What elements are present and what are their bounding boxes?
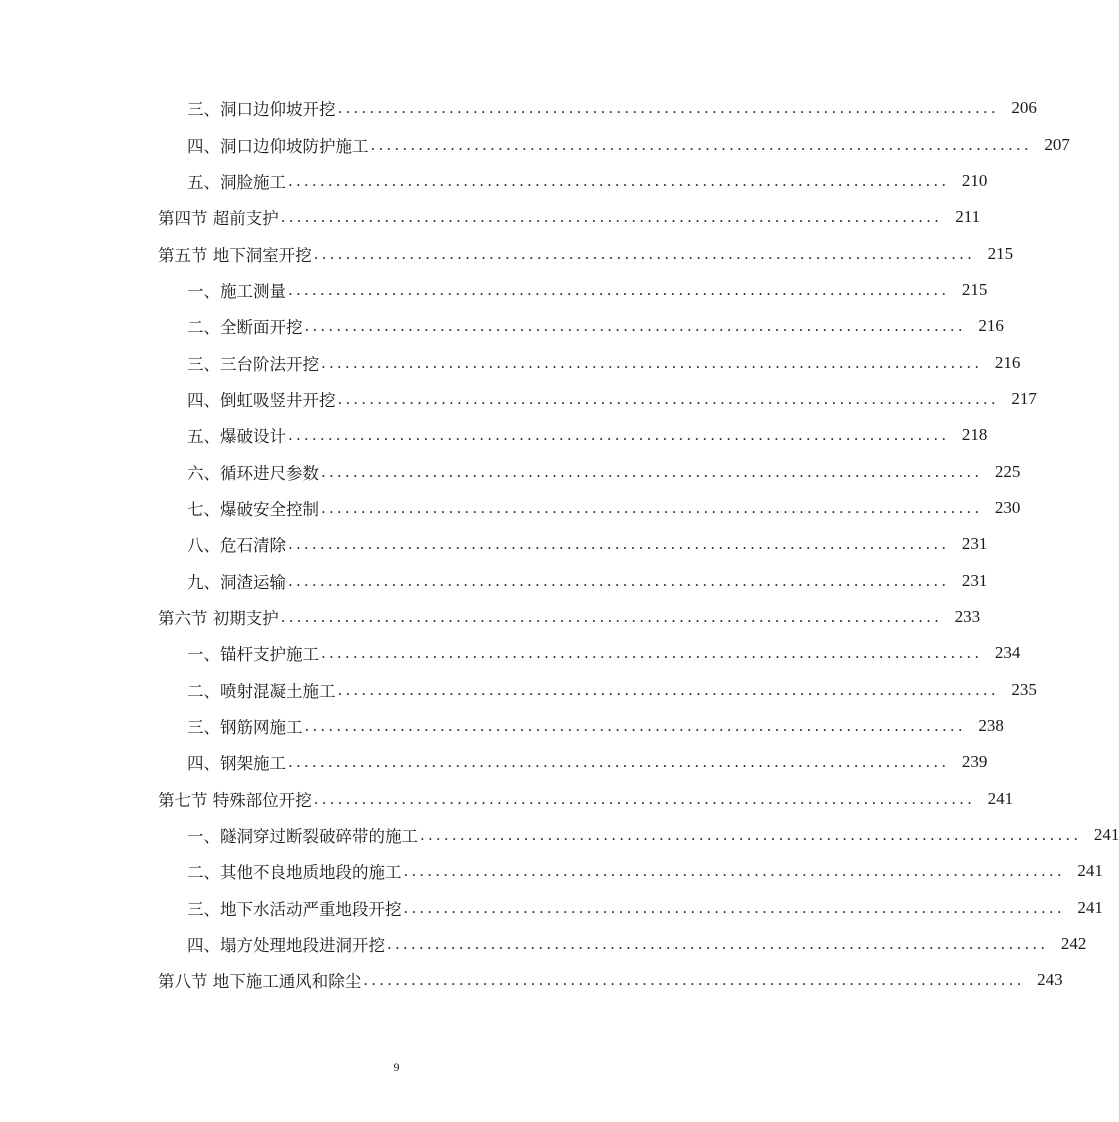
toc-entry-title: 三、洞口边仰坡开挖 — [187, 100, 336, 120]
toc-dot-leader: ................................................................................... — [288, 171, 950, 190]
toc-subsection-entry[interactable] — [0, 853, 1103, 889]
toc-subsection-entry[interactable] — [0, 926, 1087, 962]
toc-entry-page-number: 241 — [987, 788, 1014, 808]
toc-dot-leader: ................................................................................... — [363, 971, 1025, 990]
toc-dot-leader: ................................................................................... — [321, 498, 983, 517]
toc-entry-page-number: 241 — [1077, 861, 1103, 881]
toc-entry-title: 第七节 特殊部位开挖 — [158, 790, 312, 810]
toc-dot-leader: ................................................................................... — [288, 280, 950, 299]
toc-dot-leader: ................................................................................... — [387, 935, 1049, 954]
toc-dot-leader: ................................................................................... — [288, 426, 950, 445]
toc-entry-title: 第四节 超前支护 — [158, 209, 279, 229]
toc-dot-leader: ................................................................................... — [403, 898, 1065, 917]
toc-entry-page-number: 225 — [994, 461, 1021, 481]
toc-entry-title: 五、爆破设计 — [187, 427, 286, 447]
toc-entry-title: 一、施工测量 — [187, 281, 286, 301]
toc-entry-title: 三、地下水活动严重地段开挖 — [187, 899, 402, 919]
toc-entry-title: 三、三台阶法开挖 — [187, 354, 319, 374]
toc-entry-page-number: 218 — [961, 425, 988, 445]
toc-subsection-entry[interactable] — [0, 272, 988, 308]
toc-entry-page-number: 233 — [954, 606, 981, 626]
toc-entry-title: 三、钢筋网施工 — [187, 718, 303, 738]
toc-subsection-entry[interactable] — [0, 744, 988, 780]
toc-entry-page-number: 216 — [978, 316, 1004, 336]
toc-dot-leader: ................................................................................... — [313, 244, 976, 263]
toc-subsection-entry[interactable] — [0, 381, 1037, 417]
toc-dot-leader: ................................................................................... — [321, 462, 983, 481]
toc-subsection-entry[interactable] — [0, 817, 1119, 853]
toc-dot-leader: ................................................................................... — [403, 862, 1065, 881]
toc-subsection-entry[interactable] — [0, 635, 1021, 671]
toc-entry-page-number: 241 — [1093, 825, 1119, 845]
toc-dot-leader: ................................................................................... — [313, 789, 976, 808]
toc-entry-title: 四、洞口边仰坡防护施工 — [187, 136, 369, 156]
toc-dot-leader: ................................................................................... — [337, 99, 999, 118]
toc-entry-page-number: 239 — [961, 752, 988, 772]
toc-entry-page-number: 206 — [1011, 98, 1037, 118]
toc-section-entry[interactable] — [0, 235, 1014, 271]
toc-entry-title: 一、隧洞穿过断裂破碎带的施工 — [187, 827, 418, 847]
toc-entry-page-number: 215 — [961, 279, 988, 299]
toc-subsection-entry[interactable] — [0, 562, 988, 598]
toc-dot-leader: ................................................................................... — [288, 753, 950, 772]
toc-subsection-entry[interactable] — [0, 672, 1037, 708]
table-of-contents — [0, 90, 1119, 999]
toc-entry-page-number: 242 — [1060, 934, 1087, 954]
toc-entry-page-number: 231 — [961, 570, 988, 590]
toc-section-entry[interactable] — [0, 599, 981, 635]
toc-subsection-entry[interactable] — [0, 344, 1021, 380]
toc-dot-leader: ................................................................................... — [420, 826, 1082, 845]
toc-subsection-entry[interactable] — [0, 90, 1037, 126]
toc-entry-page-number: 217 — [1011, 388, 1037, 408]
toc-dot-leader: ................................................................................... — [337, 680, 999, 699]
toc-entry-page-number: 211 — [955, 207, 981, 227]
toc-entry-page-number: 235 — [1011, 679, 1037, 699]
toc-dot-leader: ................................................................................... — [280, 607, 943, 626]
toc-entry-page-number: 238 — [978, 716, 1004, 736]
toc-subsection-entry[interactable] — [0, 490, 1021, 526]
toc-entry-page-number: 241 — [1077, 897, 1103, 917]
toc-dot-leader: ................................................................................... — [321, 353, 983, 372]
toc-section-entry[interactable] — [0, 199, 981, 235]
toc-entry-title: 九、洞渣运输 — [187, 572, 286, 592]
toc-entry-title: 四、倒虹吸竖井开挖 — [187, 390, 336, 410]
toc-entry-title: 第六节 初期支护 — [158, 608, 279, 628]
toc-entry-title: 第五节 地下洞室开挖 — [158, 245, 312, 265]
toc-subsection-entry[interactable] — [0, 708, 1004, 744]
toc-dot-leader: ................................................................................... — [288, 535, 950, 554]
toc-entry-title: 二、全断面开挖 — [187, 318, 303, 338]
toc-subsection-entry[interactable] — [0, 126, 1070, 162]
toc-subsection-entry[interactable] — [0, 453, 1021, 489]
toc-entry-page-number: 207 — [1044, 134, 1070, 154]
page-number: 9 — [393, 1060, 400, 1074]
toc-subsection-entry[interactable] — [0, 308, 1004, 344]
toc-dot-leader: ................................................................................... — [321, 644, 983, 663]
toc-entry-title: 二、喷射混凝土施工 — [187, 681, 336, 701]
toc-section-entry[interactable] — [0, 962, 1063, 998]
toc-entry-title: 四、塌方处理地段进洞开挖 — [187, 936, 385, 956]
toc-dot-leader: ................................................................................... — [280, 208, 943, 227]
toc-entry-page-number: 231 — [961, 534, 988, 554]
toc-dot-leader: ................................................................................... — [288, 571, 950, 590]
toc-dot-leader: ................................................................................... — [337, 389, 999, 408]
toc-section-entry[interactable] — [0, 781, 1014, 817]
toc-subsection-entry[interactable] — [0, 890, 1103, 926]
toc-entry-page-number: 215 — [987, 243, 1014, 263]
toc-subsection-entry[interactable] — [0, 526, 988, 562]
toc-entry-title: 四、钢架施工 — [187, 754, 286, 774]
toc-entry-page-number: 243 — [1037, 970, 1063, 990]
toc-entry-title: 第八节 地下施工通风和除尘 — [158, 972, 362, 992]
toc-entry-page-number: 210 — [961, 170, 988, 190]
toc-entry-title: 七、爆破安全控制 — [187, 499, 319, 519]
toc-subsection-entry[interactable] — [0, 163, 988, 199]
toc-entry-page-number: 230 — [994, 497, 1021, 517]
toc-dot-leader: ................................................................................... — [304, 317, 966, 336]
toc-entry-title: 二、其他不良地质地段的施工 — [187, 863, 402, 883]
toc-dot-leader: ................................................................................... — [304, 717, 966, 736]
toc-subsection-entry[interactable] — [0, 417, 988, 453]
toc-entry-title: 一、锚杆支护施工 — [187, 645, 319, 665]
toc-entry-title: 五、洞脸施工 — [187, 172, 286, 192]
toc-dot-leader: ................................................................................... — [370, 135, 1032, 154]
toc-entry-title: 六、循环进尺参数 — [187, 463, 319, 483]
toc-entry-page-number: 234 — [994, 643, 1021, 663]
toc-entry-title: 八、危石清除 — [187, 536, 286, 556]
toc-entry-page-number: 216 — [994, 352, 1021, 372]
